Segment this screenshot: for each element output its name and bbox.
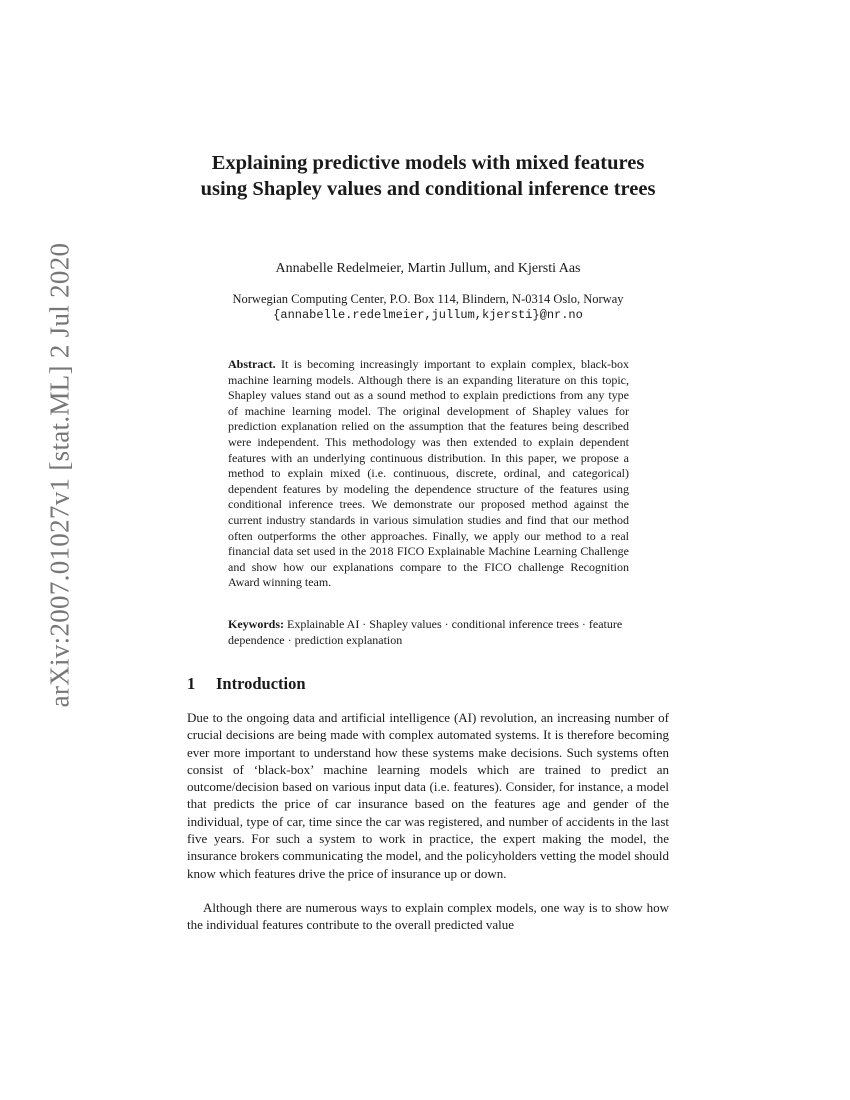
abstract-label: Abstract. [228, 357, 276, 371]
arxiv-identifier: arXiv:2007.01027v1 [stat.ML] 2 Jul 2020 [44, 242, 75, 708]
paper-title: Explaining predictive models with mixed features using Shapley values and conditional inference trees [200, 152, 656, 200]
author-email[interactable]: {annabelle.redelmeier,jullum,kjersti}@nr.no [273, 308, 583, 322]
keywords-label: Keywords: [228, 617, 284, 631]
affiliation-address: Norwegian Computing Center, P.O. Box 114, Blindern, N-0314 Oslo, Norway [232, 292, 624, 306]
keywords [228, 617, 629, 648]
body-paragraph: Due to the ongoing data and artificial intelligence (AI) revolution, an increasing number of crucial decisions are being made with complex automated systems. It is therefore becoming ever more important to understand how these systems make decisions. Such systems often consist of ‘black-box’ machine learning models which are trained to predict an outcome/decision based on various input data (i.e. features). Consider, for instance, a model that predicts the price of car insurance based on the features age and gender of the individual, type of car, time since the car was registered, and number of accidents in the last five years. For such a system to work in practice, the expert making the model, the insurance brokers communicating the model, and the policyholders vetting the model should know which features drive the price of insurance up or down. [187, 710, 669, 881]
affiliation-block [177, 291, 679, 323]
section-title: Introduction [216, 674, 306, 693]
keywords-text: Explainable AI · Shapley values · conditional inference trees · feature dependence · prediction explanation [228, 617, 623, 647]
section-heading [187, 674, 306, 694]
abstract [228, 357, 629, 591]
abstract-text: It is becoming increasingly important to explain complex, black-box machine learning models. Although there is an expanding literature on this topic, Shapley values stand out as a sound method to explain predictions from any type of machine learning model. The original development of Shapley values for prediction explanation relied on the assumption that the features being described were independent. This methodology was then extended to explain dependent features with an underlying continuous distribution. In this paper, we propose a method to explain mixed (i.e. continuous, discrete, ordinal, and categorical) dependent features by modeling the dependence structure of the features using conditional inference trees. We demonstrate our proposed method against the current industry standards in various simulation studies and find that our method often outperforms the other approaches. Finally, we apply our method to a real financial data set used in the 2018 FICO Explainable Machine Learning Challenge and show how our explanations compare to the FICO challenge Recognition Award winning team. [228, 357, 630, 590]
section-number: 1 [187, 674, 196, 693]
body-paragraph: Although there are numerous ways to explain complex models, one way is to show how the individual features contribute to the overall predicted value [187, 900, 669, 933]
author-list: Annabelle Redelmeier, Martin Jullum, and Kjersti Aas [275, 261, 581, 276]
